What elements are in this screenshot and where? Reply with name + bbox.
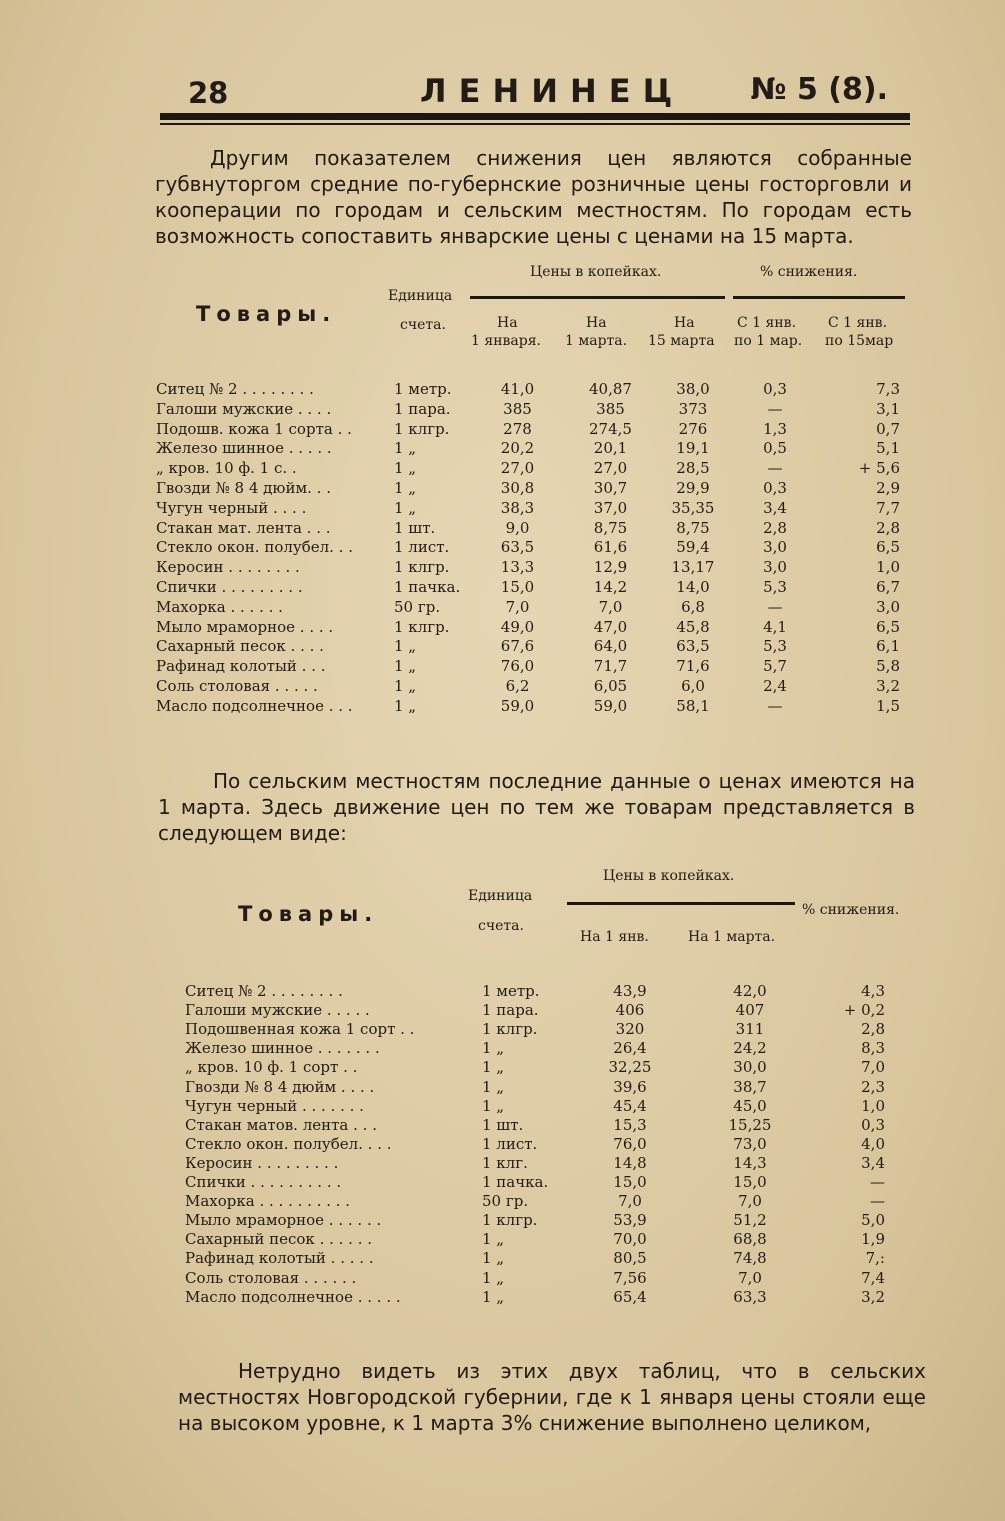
cell-unit: 1 „: [482, 1058, 505, 1077]
cell-name: Сахарный песок . . . . . .: [185, 1230, 373, 1249]
cell-mar: 311: [735, 1020, 765, 1039]
table2-prices-group: Цены в копейках.: [603, 868, 735, 884]
cell-jan: 43,9: [613, 982, 647, 1000]
cell-mar: 407: [735, 1001, 765, 1020]
table-row: [0, 1001, 1005, 1021]
table-row: [0, 1097, 1005, 1117]
cell-unit: 1 „: [394, 677, 417, 695]
cell-mar1: 14,2: [593, 578, 628, 596]
cell-mar: 42,0: [733, 982, 767, 1000]
cell-d1: 5,7: [763, 657, 787, 676]
cell-jan: 7,0: [505, 597, 530, 616]
cell-mar: 7,0: [738, 1192, 762, 1211]
cell-unit: 1 „: [482, 1096, 505, 1115]
table-row: [0, 1039, 1005, 1059]
table-row: [0, 499, 1005, 519]
cell-name: Сахарный песок . . . .: [156, 637, 324, 656]
cell-mar15: 59,4: [676, 538, 710, 557]
header-rule: [160, 113, 910, 120]
cell-unit: 1 „: [394, 459, 417, 478]
table1-col4-b: по 1 мар.: [734, 333, 803, 349]
table-row: [0, 1288, 1005, 1308]
table-row: [0, 1154, 1005, 1174]
cell-unit: 1 лист.: [394, 538, 450, 557]
cell-d: 5,0: [861, 1211, 885, 1230]
cell-mar1: 7,0: [598, 597, 623, 616]
cell-unit: 1 „: [394, 637, 417, 656]
cell-jan: 67,6: [500, 637, 535, 656]
cell-d: 3,4: [861, 1153, 885, 1172]
cell-d1: 0,5: [763, 439, 787, 458]
cell-d1: —: [767, 696, 783, 715]
cell-d1: —: [767, 399, 783, 418]
cell-name: Мыло мраморное . . . . . .: [185, 1211, 382, 1230]
cell-d2: 7,3: [876, 380, 900, 398]
cell-mar: 15,25: [728, 1115, 772, 1134]
table-row: [0, 618, 1005, 638]
cell-d: 7,4: [861, 1268, 885, 1287]
table1-col1-b: 1 января.: [471, 333, 541, 349]
cell-jan: 385: [503, 399, 532, 418]
cell-name: Рафинад колотый . . . . .: [185, 1249, 374, 1268]
cell-mar1: 71,7: [593, 657, 628, 676]
table2-prices-brace: [567, 902, 795, 905]
cell-mar: 14,3: [733, 1153, 767, 1172]
cell-d2: 2,9: [876, 479, 900, 497]
table1-goods-header: Товары.: [196, 302, 337, 326]
cell-mar1: 30,7: [593, 479, 628, 497]
cell-unit: 1 „: [482, 1249, 505, 1268]
cell-name: Ситец № 2 . . . . . . . .: [185, 982, 343, 1000]
cell-name: Масло подсолнечное . . .: [156, 696, 353, 715]
cell-d: 3,2: [861, 1287, 885, 1306]
table2-goods-header: Товары.: [238, 902, 379, 926]
cell-name: Махорка . . . . . . . . . .: [185, 1192, 351, 1211]
table1-prices-group: Цены в копейках.: [530, 264, 662, 280]
cell-jan: 15,0: [613, 1173, 647, 1191]
cell-mar: 38,7: [733, 1077, 767, 1096]
cell-unit: 50 гр.: [394, 597, 441, 616]
cell-unit: 1 клгр.: [394, 617, 450, 636]
cell-name: Стекло окон. полубел. . . .: [185, 1134, 392, 1153]
cell-mar15: 276: [678, 419, 708, 438]
cell-mar15: 19,1: [676, 439, 710, 458]
cell-jan: 15,0: [500, 578, 535, 596]
cell-mar: 45,0: [733, 1096, 767, 1115]
cell-d1: 5,3: [763, 637, 787, 656]
cell-unit: 1 „: [394, 657, 417, 676]
cell-mar1: 47,0: [593, 617, 628, 636]
cell-d2: 6,7: [876, 578, 900, 596]
cell-mar15: 71,6: [676, 657, 710, 676]
cell-mar15: 6,8: [681, 597, 705, 616]
cell-jan: 45,4: [613, 1096, 647, 1115]
cell-unit: 1 пачка.: [394, 578, 461, 596]
cell-jan: 320: [615, 1020, 645, 1039]
cell-name: Ситец № 2 . . . . . . . .: [156, 380, 314, 398]
cell-d1: 0,3: [763, 479, 787, 497]
cell-d1: 3,0: [763, 558, 787, 577]
table-row: [0, 439, 1005, 459]
table1-unit-header-2: счета.: [400, 317, 446, 333]
cell-name: Галоши мужские . . . . .: [185, 1001, 370, 1020]
cell-unit: 1 „: [482, 1287, 505, 1306]
cell-mar: 51,2: [733, 1211, 767, 1230]
cell-name: Чугун черный . . . . . . .: [185, 1096, 364, 1115]
table1-col5-a: С 1 янв.: [828, 315, 888, 331]
cell-name: Рафинад колотый . . .: [156, 657, 326, 676]
cell-jan: 20,2: [500, 439, 535, 458]
cell-unit: 1 „: [482, 1230, 505, 1249]
table-row: [0, 677, 1005, 697]
cell-d1: 2,4: [763, 677, 787, 695]
cell-mar1: 61,6: [593, 538, 628, 557]
cell-d2: 5,1: [876, 439, 900, 458]
table-row: [0, 558, 1005, 578]
cell-unit: 1 „: [482, 1268, 505, 1287]
cell-jan: 14,8: [613, 1153, 647, 1172]
cell-jan: 38,3: [500, 498, 535, 517]
cell-d: 2,3: [861, 1077, 885, 1096]
table-row: [0, 578, 1005, 598]
cell-name: Спички . . . . . . . . . .: [185, 1173, 342, 1191]
table-row: [0, 519, 1005, 539]
cell-d2: 0,7: [876, 419, 900, 438]
table-row: [0, 479, 1005, 499]
cell-unit: 1 пачка.: [482, 1173, 549, 1191]
cell-jan: 70,0: [613, 1230, 647, 1249]
table2-pct-header: % снижения.: [802, 902, 900, 918]
cell-mar15: 29,9: [676, 479, 710, 497]
cell-name: Махорка . . . . . .: [156, 597, 283, 616]
table-row: [0, 1230, 1005, 1250]
cell-mar1: 20,1: [593, 439, 628, 458]
table1-col3-b: 15 марта: [648, 333, 715, 349]
cell-jan: 27,0: [500, 459, 535, 478]
cell-jan: 406: [615, 1001, 645, 1020]
cell-d2: 7,7: [876, 498, 900, 517]
cell-name: Железо шинное . . . . .: [156, 439, 332, 458]
cell-mar: 7,0: [738, 1268, 762, 1287]
masthead-title: ЛЕНИНЕЦ: [420, 72, 685, 110]
cell-jan: 63,5: [500, 538, 535, 557]
cell-d: 8,3: [861, 1039, 885, 1058]
cell-jan: 26,4: [613, 1039, 647, 1058]
cell-name: Стекло окон. полубел. . .: [156, 538, 353, 557]
cell-unit: 1 клгр.: [482, 1020, 538, 1039]
cell-mar: 15,0: [733, 1173, 767, 1191]
table-row: [0, 1249, 1005, 1269]
cell-mar15: 45,8: [676, 617, 710, 636]
cell-mar: 74,8: [733, 1249, 767, 1268]
table-row: [0, 420, 1005, 440]
cell-d2: 1,5: [876, 696, 900, 715]
cell-name: Мыло мраморное . . . .: [156, 617, 334, 636]
cell-d1: 1,3: [763, 419, 787, 438]
cell-name: Керосин . . . . . . . .: [156, 558, 300, 577]
cell-unit: 1 метр.: [394, 380, 452, 398]
cell-mar15: 63,5: [676, 637, 710, 656]
cell-mar15: 6,0: [681, 677, 705, 695]
cell-jan: 53,9: [613, 1211, 647, 1230]
cell-unit: 1 „: [394, 439, 417, 458]
cell-unit: 1 „: [482, 1077, 505, 1096]
cell-d2: 3,1: [876, 399, 900, 418]
cell-jan: 13,3: [500, 558, 535, 577]
cell-unit: 1 клгр.: [394, 419, 450, 438]
cell-mar15: 13,17: [671, 558, 715, 577]
cell-d1: 2,8: [763, 518, 787, 537]
table1-col2-a: На: [586, 315, 607, 331]
table1-pct-brace: [733, 296, 905, 299]
cell-d: 1,9: [861, 1230, 885, 1249]
cell-mar: 68,8: [733, 1230, 767, 1249]
cell-name: Гвозди № 8 4 дюйм. . .: [156, 479, 331, 497]
header-rule-thin: [160, 123, 910, 125]
cell-d1: —: [767, 597, 783, 616]
table-row: [0, 1020, 1005, 1040]
cell-d: 7,0: [861, 1058, 885, 1077]
page-header: [185, 66, 910, 116]
cell-d: 2,8: [861, 1020, 885, 1039]
table-row: [0, 1211, 1005, 1231]
cell-name: Спички . . . . . . . . .: [156, 578, 303, 596]
cell-mar: 73,0: [733, 1134, 767, 1153]
cell-unit: 1 клг.: [482, 1153, 528, 1172]
issue-number: № 5 (8).: [750, 72, 888, 107]
table1-col5-b: по 15мар: [825, 333, 894, 349]
cell-d1: 5,3: [763, 578, 787, 596]
table1-pct-group: % снижения.: [760, 264, 858, 280]
cell-d2: 3,2: [876, 677, 900, 695]
cell-d2: + 5,6: [858, 459, 900, 478]
cell-d2: 2,8: [876, 518, 900, 537]
cell-jan: 7,56: [613, 1268, 647, 1287]
paragraph-intro: Другим показателем снижения цен являются собранные губвнуторгом средние по-губернские розничные цены госторговли и кооперации по городам и сельским местностям. По городам есть возможность сопоставить январские цены с ценами на 15 марта.: [155, 146, 912, 248]
cell-jan: 39,6: [613, 1077, 647, 1096]
cell-unit: 1 „: [394, 696, 417, 715]
table-row: [0, 1135, 1005, 1155]
table1-prices-brace: [470, 296, 725, 299]
cell-jan: 15,3: [613, 1115, 647, 1134]
cell-name: Стакан мат. лента . . .: [156, 518, 331, 537]
cell-name: Соль столовая . . . . . .: [185, 1268, 357, 1287]
cell-mar1: 37,0: [593, 498, 628, 517]
cell-name: Чугун черный . . . .: [156, 498, 307, 517]
table-row: [0, 1078, 1005, 1098]
table2-unit-header: Единица: [468, 888, 533, 904]
cell-name: Подошв. кожа 1 сорта . .: [156, 419, 352, 438]
cell-jan: 9,0: [505, 518, 530, 537]
cell-mar1: 385: [596, 399, 625, 418]
cell-mar1: 8,75: [593, 518, 628, 537]
cell-d2: 6,5: [876, 617, 900, 636]
cell-d1: 3,4: [763, 498, 787, 517]
cell-mar15: 35,35: [671, 498, 715, 517]
cell-name: „ кров. 10 ф. 1 с. .: [156, 459, 297, 478]
cell-mar1: 64,0: [593, 637, 628, 656]
cell-unit: 1 пара.: [394, 399, 451, 418]
table-row: [0, 400, 1005, 420]
cell-d: + 0,2: [843, 1001, 885, 1020]
table-row: [0, 1116, 1005, 1136]
cell-name: Галоши мужские . . . .: [156, 399, 332, 418]
cell-mar1: 12,9: [593, 558, 628, 577]
cell-unit: 1 пара.: [482, 1001, 539, 1020]
cell-d1: —: [767, 459, 783, 478]
cell-d2: 3,0: [876, 597, 900, 616]
table-row: [0, 380, 1005, 400]
cell-mar15: 14,0: [676, 578, 710, 596]
cell-unit: 1 „: [394, 498, 417, 517]
cell-unit: 1 метр.: [482, 982, 540, 1000]
cell-mar1: 274,5: [589, 419, 632, 438]
table-row: [0, 1269, 1005, 1289]
cell-jan: 76,0: [500, 657, 535, 676]
cell-d2: 5,8: [876, 657, 900, 676]
table1-col1-a: На: [497, 315, 518, 331]
table-row: [0, 598, 1005, 618]
table1-col3-a: На: [674, 315, 695, 331]
cell-jan: 30,8: [500, 479, 535, 497]
cell-d: —: [870, 1173, 885, 1191]
table-row: [0, 982, 1005, 1002]
cell-jan: 32,25: [608, 1058, 652, 1077]
table1-col2-b: 1 марта.: [565, 333, 628, 349]
table2-unit-header-2: счета.: [478, 918, 524, 934]
table1-unit-header: Единица: [388, 288, 453, 304]
paragraph-conclusion: Нетрудно видеть из этих двух таблиц, что в сельских местностях Новгородской губернии, где к 1 января цены стояли еще на высоком уровне, к 1 марта 3% снижение выполнено целиком,: [178, 1359, 926, 1435]
cell-mar1: 40,87: [589, 380, 632, 398]
cell-jan: 59,0: [500, 696, 535, 715]
cell-d: 4,0: [861, 1134, 885, 1153]
cell-name: „ кров. 10 ф. 1 сорт . .: [185, 1058, 358, 1077]
cell-jan: 278: [503, 419, 532, 438]
cell-mar: 24,2: [733, 1039, 767, 1058]
cell-d: 4,3: [861, 982, 885, 1000]
table-row: [0, 1058, 1005, 1078]
table-row: [0, 637, 1005, 657]
cell-jan: 41,0: [500, 380, 535, 398]
cell-unit: 1 „: [482, 1039, 505, 1058]
cell-unit: 1 лист.: [482, 1134, 538, 1153]
cell-unit: 50 гр.: [482, 1192, 529, 1211]
cell-mar15: 38,0: [676, 380, 710, 398]
cell-jan: 80,5: [613, 1249, 647, 1268]
cell-mar: 30,0: [733, 1058, 767, 1077]
table-row: [0, 1173, 1005, 1193]
cell-d2: 6,1: [876, 637, 900, 656]
cell-d1: 3,0: [763, 538, 787, 557]
table-row: [0, 538, 1005, 558]
cell-d1: 4,1: [763, 617, 787, 636]
cell-mar1: 6,05: [593, 677, 628, 695]
table-row: [0, 1192, 1005, 1212]
cell-unit: 1 „: [394, 479, 417, 497]
paragraph-rural: По сельским местностям последние данные о ценах имеются на 1 марта. Здесь движение цен по тем же товарам представляется в следующем виде:: [158, 769, 915, 845]
cell-name: Соль столовая . . . . .: [156, 677, 318, 695]
cell-mar1: 59,0: [593, 696, 628, 715]
page-number: 28: [188, 76, 229, 110]
cell-d2: 1,0: [876, 558, 900, 577]
cell-mar: 63,3: [733, 1287, 767, 1306]
cell-mar1: 27,0: [593, 459, 628, 478]
cell-unit: 1 шт.: [482, 1115, 524, 1134]
cell-jan: 76,0: [613, 1134, 647, 1153]
cell-mar15: 8,75: [676, 518, 710, 537]
cell-d2: 6,5: [876, 538, 900, 557]
cell-unit: 1 клгр.: [394, 558, 450, 577]
cell-jan: 49,0: [500, 617, 535, 636]
cell-name: Гвозди № 8 4 дюйм . . . .: [185, 1077, 375, 1096]
table1-col4-a: С 1 янв.: [737, 315, 797, 331]
cell-jan: 7,0: [618, 1192, 642, 1211]
cell-name: Керосин . . . . . . . . .: [185, 1153, 339, 1172]
table2-col2: На 1 марта.: [688, 929, 776, 945]
cell-d: —: [870, 1192, 885, 1211]
table-row: [0, 697, 1005, 717]
cell-name: Подошвенная кожа 1 сорт . .: [185, 1020, 415, 1039]
table-row: [0, 459, 1005, 479]
table-row: [0, 657, 1005, 677]
cell-mar15: 58,1: [676, 696, 710, 715]
cell-d: 0,3: [861, 1115, 885, 1134]
cell-name: Железо шинное . . . . . . .: [185, 1039, 380, 1058]
cell-jan: 6,2: [505, 677, 530, 695]
cell-name: Масло подсолнечное . . . . .: [185, 1287, 401, 1306]
cell-unit: 1 шт.: [394, 518, 436, 537]
cell-mar15: 373: [678, 399, 708, 418]
cell-jan: 65,4: [613, 1287, 647, 1306]
cell-d: 7,:: [865, 1249, 885, 1268]
cell-d1: 0,3: [763, 380, 787, 398]
cell-unit: 1 клгр.: [482, 1211, 538, 1230]
cell-d: 1,0: [861, 1096, 885, 1115]
table2-col1: На 1 янв.: [580, 929, 649, 945]
cell-mar15: 28,5: [676, 459, 710, 478]
cell-name: Стакан матов. лента . . .: [185, 1115, 377, 1134]
